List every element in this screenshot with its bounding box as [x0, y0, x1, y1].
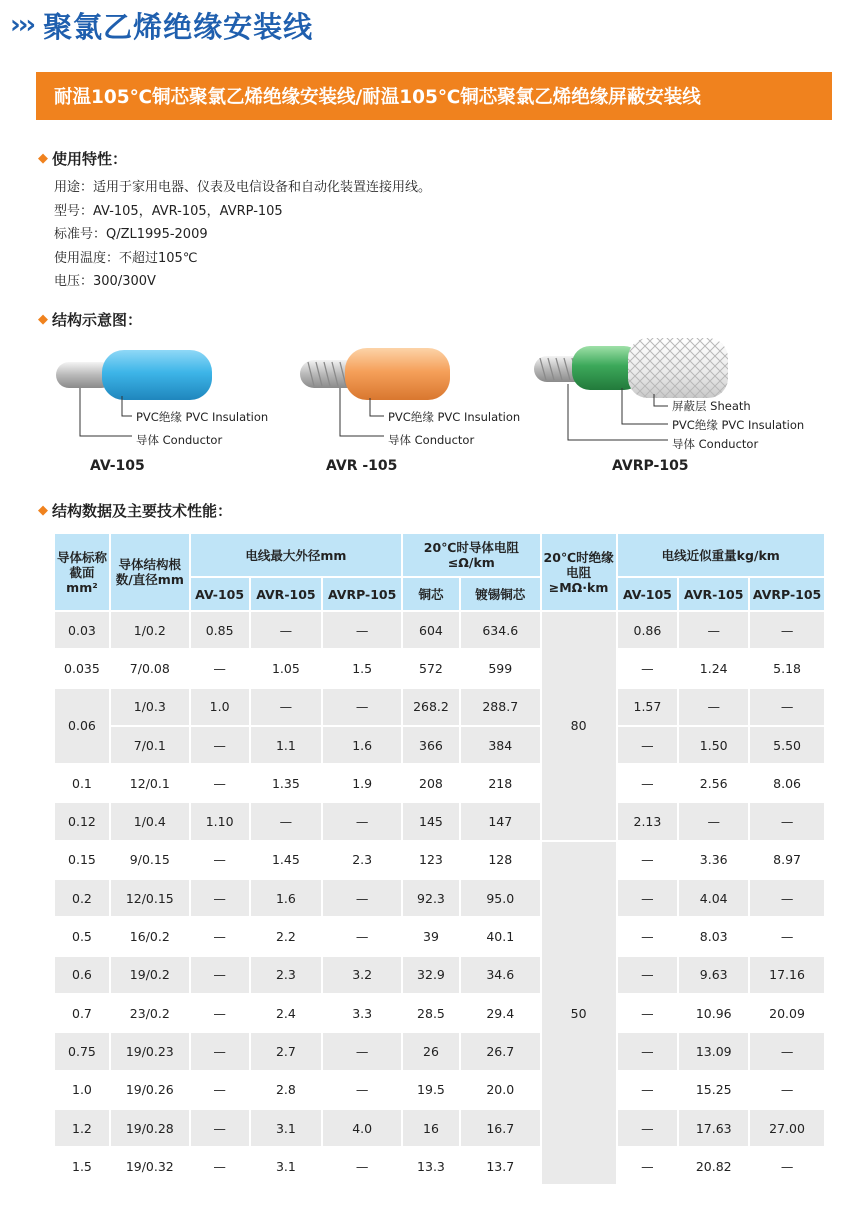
cell-cross-section: 0.2	[54, 879, 110, 917]
table-row	[54, 726, 825, 764]
cell-avr: 1.6	[250, 879, 323, 917]
cell-w-avr: 17.63	[678, 1109, 749, 1147]
cell-structure: 7/0.08	[110, 649, 190, 687]
cell-avrp: 4.0	[322, 1109, 402, 1147]
cell-structure: 1/0.3	[110, 688, 190, 726]
cell-structure: 19/0.23	[110, 1032, 190, 1070]
cell-w-avr: 4.04	[678, 879, 749, 917]
cell-w-avrp: 17.16	[749, 956, 825, 994]
cell-avrp: —	[322, 1147, 402, 1185]
spec-table	[53, 532, 826, 1186]
cell-avr: 1.1	[250, 726, 323, 764]
section-data-heading	[38, 500, 232, 521]
cell-avrp: —	[322, 802, 402, 840]
cell-cu: 208	[402, 764, 460, 802]
cell-cross-section: 1.0	[54, 1071, 110, 1109]
cell-avrp: —	[322, 688, 402, 726]
diamond-icon: ◆	[38, 151, 48, 166]
cell-cross-section: 0.5	[54, 917, 110, 955]
cell-avr: 3.1	[250, 1109, 323, 1147]
cell-avrp: 1.5	[322, 649, 402, 687]
cell-w-av: —	[617, 879, 679, 917]
cell-insulation-resistance: 50	[541, 841, 617, 1186]
avr-name: AVR -105	[326, 458, 398, 474]
table-row	[54, 764, 825, 802]
cell-tin: 34.6	[460, 956, 541, 994]
cell-tin: 634.6	[460, 611, 541, 649]
cell-avrp: 2.3	[322, 841, 402, 879]
cell-structure: 16/0.2	[110, 917, 190, 955]
cell-w-av: —	[617, 726, 679, 764]
av-name: AV-105	[90, 458, 145, 474]
cell-w-av: —	[617, 956, 679, 994]
table-row	[54, 1032, 825, 1070]
cell-w-avr: 10.96	[678, 994, 749, 1032]
cell-tin: 20.0	[460, 1071, 541, 1109]
cell-w-avrp: 5.50	[749, 726, 825, 764]
cell-avrp: —	[322, 1032, 402, 1070]
table-row	[54, 1109, 825, 1147]
cell-w-avrp: 5.18	[749, 649, 825, 687]
cell-structure: 23/0.2	[110, 994, 190, 1032]
cell-w-avr: 1.24	[678, 649, 749, 687]
cell-cu: 32.9	[402, 956, 460, 994]
subheader-od-av: AV-105	[190, 577, 250, 611]
cell-av: —	[190, 1109, 250, 1147]
cell-w-avrp: —	[749, 611, 825, 649]
cell-cross-section: 0.035	[54, 649, 110, 687]
table-row	[54, 917, 825, 955]
cell-cu: 28.5	[402, 994, 460, 1032]
cell-cu: 604	[402, 611, 460, 649]
cell-cross-section: 0.03	[54, 611, 110, 649]
spec-table-body	[54, 611, 825, 1185]
cell-w-av: —	[617, 841, 679, 879]
cell-w-avr: 20.82	[678, 1147, 749, 1185]
av-conductor-label: 导体 Conductor	[136, 433, 223, 447]
cell-w-av: —	[617, 917, 679, 955]
cell-cross-section: 1.2	[54, 1109, 110, 1147]
cell-av: —	[190, 764, 250, 802]
product-banner: 耐温105℃铜芯聚氯乙烯绝缘安装线/耐温105℃铜芯聚氯乙烯绝缘屏蔽安装线	[36, 72, 832, 120]
cell-cross-section: 0.7	[54, 994, 110, 1032]
cell-cross-section: 0.75	[54, 1032, 110, 1070]
col-header-max-od: 电线最大外径mm	[190, 533, 402, 577]
cell-structure: 19/0.26	[110, 1071, 190, 1109]
avr-insulation-label: PVC绝缘 PVC Insulation	[388, 410, 521, 424]
cell-cu: 13.3	[402, 1147, 460, 1185]
table-row	[54, 802, 825, 840]
cell-w-av: —	[617, 1109, 679, 1147]
cell-avr: 2.3	[250, 956, 323, 994]
cell-avr: 1.45	[250, 841, 323, 879]
cell-cross-section: 1.5	[54, 1147, 110, 1185]
cell-cross-section: 0.06	[54, 688, 110, 765]
cell-w-av: —	[617, 1071, 679, 1109]
cell-av: —	[190, 994, 250, 1032]
cell-cu: 26	[402, 1032, 460, 1070]
cell-w-avr: 13.09	[678, 1032, 749, 1070]
cell-w-avrp: 27.00	[749, 1109, 825, 1147]
table-row	[54, 879, 825, 917]
cell-w-av: —	[617, 994, 679, 1032]
cell-tin: 288.7	[460, 688, 541, 726]
cell-w-avr: —	[678, 688, 749, 726]
cell-cross-section: 0.15	[54, 841, 110, 879]
cell-structure: 9/0.15	[110, 841, 190, 879]
cell-avrp: —	[322, 917, 402, 955]
cell-w-avr: 15.25	[678, 1071, 749, 1109]
cell-avr: 2.4	[250, 994, 323, 1032]
table-row	[54, 649, 825, 687]
cell-av: —	[190, 649, 250, 687]
section-structure-heading	[38, 309, 142, 330]
subheader-tinned: 镀锡铜芯	[460, 577, 541, 611]
cell-avrp: 3.2	[322, 956, 402, 994]
cell-tin: 40.1	[460, 917, 541, 955]
cell-w-av: —	[617, 1147, 679, 1185]
table-row	[54, 956, 825, 994]
property-usage: 用途：适用于家用电器、仪表及电信设备和自动化装置连接用线。	[54, 180, 432, 195]
cell-av: —	[190, 1071, 250, 1109]
cell-avrp: —	[322, 1071, 402, 1109]
table-row	[54, 688, 825, 726]
cell-av: 0.85	[190, 611, 250, 649]
cell-w-av: —	[617, 1032, 679, 1070]
diamond-icon: ◆	[38, 312, 48, 327]
cell-tin: 218	[460, 764, 541, 802]
cell-w-avrp: —	[749, 1147, 825, 1185]
cell-tin: 26.7	[460, 1032, 541, 1070]
cell-w-av: 0.86	[617, 611, 679, 649]
cell-w-av: —	[617, 649, 679, 687]
cell-w-avr: —	[678, 611, 749, 649]
cell-tin: 13.7	[460, 1147, 541, 1185]
cell-tin: 95.0	[460, 879, 541, 917]
cell-cu: 572	[402, 649, 460, 687]
cell-w-avrp: —	[749, 688, 825, 726]
cell-w-avrp: 8.97	[749, 841, 825, 879]
property-temperature: 使用温度：不超过105℃	[54, 250, 198, 266]
cell-tin: 599	[460, 649, 541, 687]
cell-cu: 145	[402, 802, 460, 840]
avr-conductor-label: 导体 Conductor	[388, 433, 475, 447]
cell-cross-section: 0.1	[54, 764, 110, 802]
cell-w-avrp: 8.06	[749, 764, 825, 802]
col-header-weight: 电线近似重量kg/km	[617, 533, 825, 577]
cell-w-avr: 8.03	[678, 917, 749, 955]
cell-avr: —	[250, 688, 323, 726]
cell-structure: 7/0.1	[110, 726, 190, 764]
cell-av: 1.10	[190, 802, 250, 840]
property-standard: 标准号：Q/ZL1995-2009	[54, 227, 208, 242]
section-data-label: 结构数据及主要技术性能：	[52, 502, 233, 520]
cell-tin: 128	[460, 841, 541, 879]
properties-list	[54, 176, 431, 294]
cell-cu: 19.5	[402, 1071, 460, 1109]
subheader-weight-av: AV-105	[617, 577, 679, 611]
cell-av: —	[190, 1147, 250, 1185]
cell-avrp: 3.3	[322, 994, 402, 1032]
cell-w-avr: —	[678, 802, 749, 840]
cell-av: —	[190, 841, 250, 879]
col-header-cross-section: 导体标称截面mm²	[54, 533, 110, 611]
page-header	[10, 4, 313, 46]
table-row	[54, 1147, 825, 1185]
cell-avr: 2.8	[250, 1071, 323, 1109]
cell-avrp: —	[322, 611, 402, 649]
cell-structure: 19/0.28	[110, 1109, 190, 1147]
cell-w-av: 2.13	[617, 802, 679, 840]
cell-avrp: —	[322, 879, 402, 917]
subheader-weight-avrp: AVRP-105	[749, 577, 825, 611]
subheader-od-avr: AVR-105	[250, 577, 323, 611]
cell-cu: 268.2	[402, 688, 460, 726]
cell-avr: —	[250, 611, 323, 649]
cell-structure: 19/0.32	[110, 1147, 190, 1185]
cell-cu: 366	[402, 726, 460, 764]
cell-w-avr: 9.63	[678, 956, 749, 994]
avrp-name: AVRP-105	[612, 458, 689, 474]
table-row	[54, 1071, 825, 1109]
cell-w-av: 1.57	[617, 688, 679, 726]
cell-cu: 92.3	[402, 879, 460, 917]
cell-w-avr: 3.36	[678, 841, 749, 879]
cell-w-avr: 1.50	[678, 726, 749, 764]
diamond-icon: ◆	[38, 503, 48, 518]
cell-avr: 1.05	[250, 649, 323, 687]
cell-avr: 3.1	[250, 1147, 323, 1185]
avr-insulation	[345, 348, 450, 400]
table-row	[54, 611, 825, 649]
cell-tin: 16.7	[460, 1109, 541, 1147]
cell-w-av: —	[617, 764, 679, 802]
col-header-resistance: 20℃时导体电阻≤Ω/km	[402, 533, 541, 577]
avrp-insulation-label: PVC绝缘 PVC Insulation	[672, 418, 805, 432]
property-model: 型号：AV-105，AVR-105，AVRP-105	[54, 203, 283, 219]
page-title: 聚氯乙烯绝缘安装线	[43, 9, 314, 44]
avrp-sheath-label: 屏蔽层 Sheath	[672, 399, 751, 413]
cell-av: —	[190, 726, 250, 764]
cell-av: —	[190, 879, 250, 917]
cell-avr: 2.2	[250, 917, 323, 955]
cell-avr: —	[250, 802, 323, 840]
table-row	[54, 994, 825, 1032]
cell-avrp: 1.6	[322, 726, 402, 764]
av-insulation-label: PVC绝缘 PVC Insulation	[136, 410, 269, 424]
cell-insulation-resistance: 80	[541, 611, 617, 841]
cell-w-avrp: —	[749, 802, 825, 840]
cell-structure: 12/0.1	[110, 764, 190, 802]
cell-cu: 16	[402, 1109, 460, 1147]
section-structure-label: 结构示意图：	[52, 311, 143, 329]
cell-cross-section: 0.12	[54, 802, 110, 840]
cell-structure: 1/0.2	[110, 611, 190, 649]
property-voltage: 电压：300/300V	[54, 274, 156, 289]
cell-w-avrp: —	[749, 879, 825, 917]
cell-av: —	[190, 956, 250, 994]
cell-cross-section: 0.6	[54, 956, 110, 994]
cell-av: —	[190, 1032, 250, 1070]
cell-cu: 39	[402, 917, 460, 955]
cell-tin: 29.4	[460, 994, 541, 1032]
cell-w-avrp: —	[749, 1032, 825, 1070]
cell-avr: 2.7	[250, 1032, 323, 1070]
col-header-structure: 导体结构根数/直径mm	[110, 533, 190, 611]
subheader-weight-avr: AVR-105	[678, 577, 749, 611]
chevrons-icon: ›››	[10, 10, 34, 40]
cell-av: —	[190, 917, 250, 955]
section-usage-label: 使用特性：	[52, 150, 128, 168]
av-insulation	[102, 350, 212, 400]
subheader-od-avrp: AVRP-105	[322, 577, 402, 611]
cell-structure: 12/0.15	[110, 879, 190, 917]
cell-structure: 19/0.2	[110, 956, 190, 994]
avrp-conductor-label: 导体 Conductor	[672, 437, 759, 451]
cell-w-avrp: —	[749, 1071, 825, 1109]
cell-avr: 1.35	[250, 764, 323, 802]
table-row	[54, 841, 825, 879]
cell-tin: 384	[460, 726, 541, 764]
cell-cu: 123	[402, 841, 460, 879]
cell-tin: 147	[460, 802, 541, 840]
cell-w-avrp: 20.09	[749, 994, 825, 1032]
cell-w-avr: 2.56	[678, 764, 749, 802]
cell-av: 1.0	[190, 688, 250, 726]
subheader-copper: 铜芯	[402, 577, 460, 611]
col-header-insulation-resistance: 20℃时绝缘电阻≥MΩ·km	[541, 533, 617, 611]
cell-structure: 1/0.4	[110, 802, 190, 840]
cell-avrp: 1.9	[322, 764, 402, 802]
section-usage-heading	[38, 148, 127, 169]
cell-w-avrp: —	[749, 917, 825, 955]
